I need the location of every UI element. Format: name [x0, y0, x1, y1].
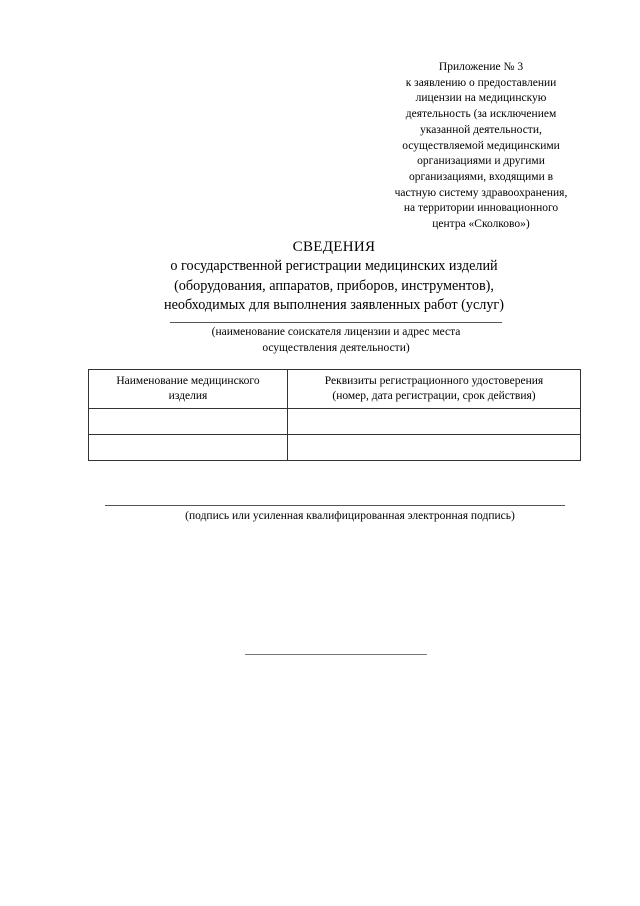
appendix-line: организациями и другими: [417, 155, 545, 168]
table-header-row: [89, 370, 581, 409]
appendix-line: организациями, входящими в: [408, 170, 554, 183]
document-heading: СВЕДЕНИЯ: [292, 239, 376, 255]
signature-caption: (подпись или усиленная квалифицированная электронная подпись): [185, 510, 515, 522]
appendix-line: центра «Сколково»): [432, 218, 530, 231]
appendix-line: указанной деятельности,: [420, 123, 542, 136]
table-cell-registration-details[interactable]: [288, 409, 581, 435]
document-subtitle-line: необходимых для выполнения заявленных работ (услуг): [164, 297, 504, 313]
column-header-device-name: [89, 370, 288, 409]
appendix-line: лицензии на медицинскую: [415, 92, 547, 105]
column-header-line: Наименование медицинского: [116, 375, 260, 387]
appendix-line: деятельность (за исключением: [405, 108, 557, 121]
table-row: [89, 409, 581, 435]
appendix-line: Приложение № 3: [438, 61, 524, 73]
table-row: [89, 435, 581, 461]
applicant-caption: [170, 325, 502, 356]
appendix-note: [378, 60, 584, 233]
column-header-registration-details: [288, 370, 581, 409]
document-title-block: [100, 238, 568, 316]
document-subtitle-line: (оборудования, аппаратов, приборов, инструментов),: [174, 277, 494, 294]
appendix-line: на территории инновационного: [403, 202, 559, 215]
appendix-line: к заявлению о предоставлении: [405, 76, 557, 89]
bottom-divider: [245, 654, 427, 655]
applicant-name-field-line[interactable]: [170, 322, 502, 323]
table-cell-registration-details[interactable]: [288, 435, 581, 461]
document-subtitle-line: о государственной регистрации медицинских изделий: [170, 258, 498, 274]
table-cell-device-name[interactable]: [89, 435, 288, 461]
appendix-line: частную систему здравоохранения,: [394, 186, 568, 199]
applicant-caption-line: (наименование соискателя лицензии и адрес места: [211, 326, 461, 338]
table-cell-device-name[interactable]: [89, 409, 288, 435]
column-header-line: (номер, дата регистрации, срок действия): [332, 390, 536, 402]
column-header-line: изделия: [168, 390, 208, 402]
appendix-line: осуществляемой медицинскими: [402, 139, 560, 152]
medical-devices-table: [88, 369, 581, 461]
signature-field-line[interactable]: [105, 505, 565, 506]
column-header-line: Реквизиты регистрационного удостоверения: [324, 375, 544, 387]
applicant-caption-line: осуществления деятельности): [262, 341, 410, 354]
